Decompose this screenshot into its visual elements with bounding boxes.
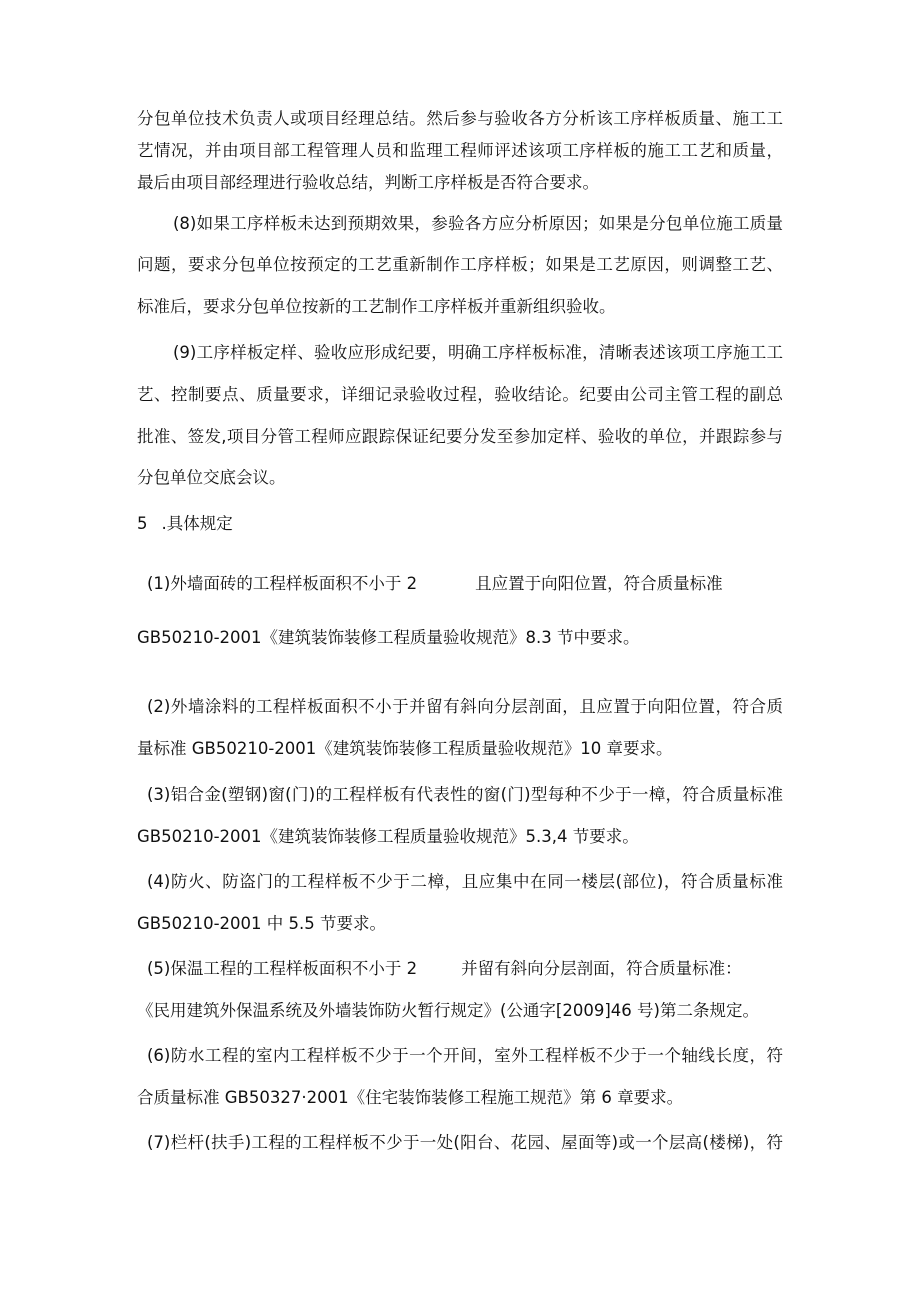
text-line: 最后由项目部经理进行验收总结，判断工序样板是否符合要求。: [137, 173, 599, 192]
text-line: GB50210-2001 中 5.5 节要求。: [137, 914, 387, 933]
text-line: [147, 958, 742, 980]
text-line: (2)外墙涂料的工程样板面积不小于并留有斜向分层剖面，且应置于向阳位置，符合质: [147, 697, 783, 716]
section-title: .具体规定: [161, 514, 233, 533]
text-line: (7)栏杆(扶手)工程的工程样板不少于一处(阳台、花园、屋面等)或一个层高(楼梯)，符: [147, 1133, 783, 1152]
section-number: 5: [137, 514, 148, 533]
text-line: (9)工序样板定样、验收应形成纪要，明确工序样板标准，清晰表述该项工序施工工: [173, 343, 783, 362]
text-line: 问题，要求分包单位按预定的工艺重新制作工序样板；如果是工艺原因，则调整工艺、: [137, 255, 783, 274]
text-line: 艺情况，并由项目部工程管理人员和监理工程师评述该项工序样板的施工工艺和质量，: [137, 141, 783, 160]
text-line: 分包单位交底会议。: [137, 468, 286, 487]
text-line: 批准、签发,项目分管工程师应跟踪保证纪要分发至参加定样、验收的单位，并跟踪参与: [137, 427, 783, 446]
text-line: (4)防火、防盗门的工程样板不少于二樟，且应集中在同一楼层(部位)，符合质量标准: [147, 872, 783, 891]
text-line: GB50210-2001《建筑装饰装修工程质量验收规范》8.3 节中要求。: [137, 628, 640, 647]
text-line: 分包单位技术负责人或项目经理总结。然后参与验收各方分析该工序样板质量、施工工: [137, 109, 783, 128]
text-line: 合质量标准 GB50327·2001《住宅装饰装修工程施工规范》第 6 章要求。: [137, 1088, 684, 1107]
text-segment: (5)保温工程的工程样板面积不小于 2: [147, 959, 418, 978]
text-line: [147, 573, 723, 595]
text-line: (3)铝合金(塑钢)窗(门)的工程样板有代表性的窗(门)型每种不少于一樟，符合质量标准: [147, 785, 783, 804]
text-line: 标准后，要求分包单位按新的工艺制作工序样板并重新组织验收。: [137, 297, 616, 316]
text-line: 《民用建筑外保温系统及外墙装饰防火暂行规定》(公通字[2009]46 号)第二条规定。: [137, 1001, 759, 1020]
text-segment: 并留有斜向分层剖面，符合质量标准：: [461, 959, 742, 978]
text-line: GB50210-2001《建筑装饰装修工程质量验收规范》5.3,4 节要求。: [137, 827, 639, 846]
text-segment: 且应置于向阳位置，符合质量标准: [475, 574, 723, 593]
text-line: (6)防水工程的室内工程样板不少于一个开间，室外工程样板不少于一个轴线长度，符: [147, 1046, 783, 1065]
text-line: 量标准 GB50210-2001《建筑装饰装修工程质量验收规范》10 章要求。: [137, 739, 673, 758]
section-heading: [137, 513, 233, 535]
text-line: 艺、控制要点、质量要求，详细记录验收过程，验收结论。纪要由公司主管工程的副总: [137, 385, 783, 404]
text-segment: (1)外墙面砖的工程样板面积不小于 2: [147, 574, 418, 593]
text-line: (8)如果工序样板未达到预期效果，参验各方应分析原因；如果是分包单位施工质量: [173, 214, 783, 233]
